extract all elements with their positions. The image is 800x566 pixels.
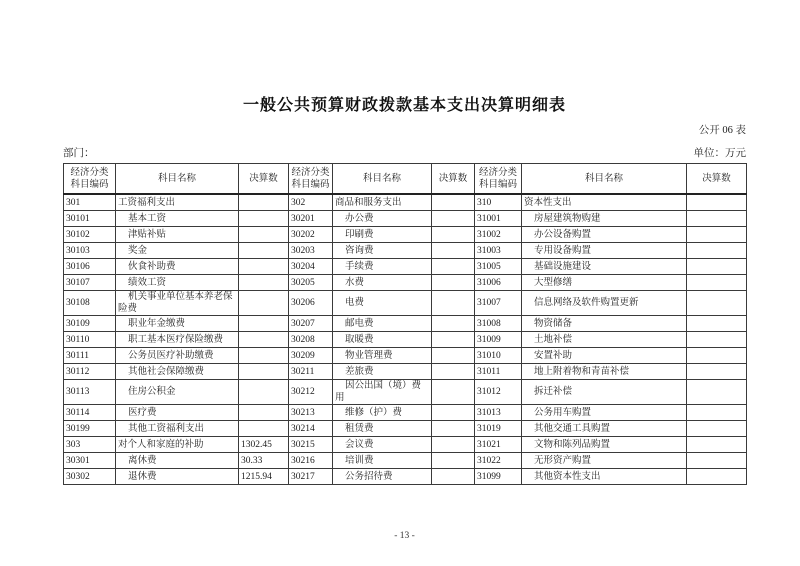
cell-amount bbox=[432, 259, 475, 275]
table-row bbox=[64, 291, 747, 316]
department-label: 部门： bbox=[63, 148, 95, 159]
cell-subject-name: 大型修缮 bbox=[522, 275, 687, 291]
cell-subject-name: 公务员医疗补助缴费 bbox=[116, 348, 239, 364]
cell-subject-code: 302 bbox=[289, 194, 333, 211]
cell-subject-code: 30203 bbox=[289, 243, 333, 259]
table-row bbox=[64, 194, 747, 211]
cell-amount bbox=[432, 227, 475, 243]
cell-subject-name: 专用设备购置 bbox=[522, 243, 687, 259]
cell-amount bbox=[687, 469, 747, 485]
header-code-col1 bbox=[64, 164, 116, 195]
cell-subject-name: 拆迁补偿 bbox=[522, 380, 687, 405]
cell-amount bbox=[687, 316, 747, 332]
cell-subject-code: 30212 bbox=[289, 380, 333, 405]
cell-subject-code: 30211 bbox=[289, 364, 333, 380]
cell-subject-name: 办公设备购置 bbox=[522, 227, 687, 243]
page-number: - 13 - bbox=[394, 531, 415, 541]
cell-subject-name: 印刷费 bbox=[333, 227, 432, 243]
cell-subject-name: 手续费 bbox=[333, 259, 432, 275]
header-code-line1: 经济分类 bbox=[70, 167, 109, 178]
header-value-col1: 决算数 bbox=[239, 164, 289, 195]
cell-subject-code: 31011 bbox=[475, 364, 522, 380]
table-row bbox=[64, 405, 747, 421]
header-value-col3: 决算数 bbox=[687, 164, 747, 195]
cell-subject-name: 物业管理费 bbox=[333, 348, 432, 364]
table-row bbox=[64, 332, 747, 348]
cell-subject-name: 职业年金缴费 bbox=[116, 316, 239, 332]
cell-subject-code: 30217 bbox=[289, 469, 333, 485]
cell-subject-code: 30107 bbox=[64, 275, 116, 291]
cell-subject-name: 地上附着物和青苗补偿 bbox=[522, 364, 687, 380]
cell-subject-code: 31009 bbox=[475, 332, 522, 348]
cell-subject-name: 办公费 bbox=[333, 211, 432, 227]
cell-subject-code: 31007 bbox=[475, 291, 522, 316]
cell-subject-code: 30110 bbox=[64, 332, 116, 348]
cell-amount bbox=[239, 348, 289, 364]
cell-subject-code: 30103 bbox=[64, 243, 116, 259]
cell-subject-name: 机关事业单位基本养老保险费 bbox=[116, 291, 239, 316]
cell-amount bbox=[432, 332, 475, 348]
cell-amount bbox=[239, 421, 289, 437]
table-body bbox=[64, 194, 747, 485]
cell-amount bbox=[432, 364, 475, 380]
table-row bbox=[64, 316, 747, 332]
cell-subject-name: 其他交通工具购置 bbox=[522, 421, 687, 437]
cell-amount bbox=[239, 275, 289, 291]
table-row bbox=[64, 227, 747, 243]
cell-amount: 30.33 bbox=[239, 453, 289, 469]
budget-detail-table bbox=[63, 163, 747, 485]
cell-amount: 1302.45 bbox=[239, 437, 289, 453]
cell-amount bbox=[239, 259, 289, 275]
cell-subject-code: 30202 bbox=[289, 227, 333, 243]
cell-amount bbox=[239, 194, 289, 211]
cell-amount bbox=[687, 437, 747, 453]
cell-amount bbox=[432, 275, 475, 291]
cell-subject-name: 职工基本医疗保险缴费 bbox=[116, 332, 239, 348]
cell-amount bbox=[432, 316, 475, 332]
cell-subject-name: 会议费 bbox=[333, 437, 432, 453]
table-row bbox=[64, 348, 747, 364]
cell-subject-code: 31008 bbox=[475, 316, 522, 332]
cell-subject-name: 电费 bbox=[333, 291, 432, 316]
cell-amount bbox=[239, 316, 289, 332]
cell-subject-name: 无形资产购置 bbox=[522, 453, 687, 469]
cell-subject-code: 31010 bbox=[475, 348, 522, 364]
cell-subject-code: 31002 bbox=[475, 227, 522, 243]
cell-subject-code: 30113 bbox=[64, 380, 116, 405]
cell-subject-name: 咨询费 bbox=[333, 243, 432, 259]
cell-subject-name: 其他工资福利支出 bbox=[116, 421, 239, 437]
cell-subject-name: 差旅费 bbox=[333, 364, 432, 380]
cell-subject-code: 30109 bbox=[64, 316, 116, 332]
table-row bbox=[64, 364, 747, 380]
cell-amount bbox=[687, 243, 747, 259]
cell-subject-name: 其他资本性支出 bbox=[522, 469, 687, 485]
cell-subject-name: 商品和服务支出 bbox=[333, 194, 432, 211]
cell-subject-name: 基础设施建设 bbox=[522, 259, 687, 275]
cell-subject-name: 公务用车购置 bbox=[522, 405, 687, 421]
cell-amount bbox=[432, 348, 475, 364]
cell-subject-code: 30106 bbox=[64, 259, 116, 275]
cell-subject-code: 30201 bbox=[289, 211, 333, 227]
cell-subject-name: 津贴补贴 bbox=[116, 227, 239, 243]
cell-subject-code: 31013 bbox=[475, 405, 522, 421]
cell-subject-code: 31021 bbox=[475, 437, 522, 453]
table-row bbox=[64, 421, 747, 437]
header-code-line1: 经济分类 bbox=[291, 167, 330, 178]
cell-subject-code: 31001 bbox=[475, 211, 522, 227]
cell-subject-code: 30112 bbox=[64, 364, 116, 380]
cell-subject-name: 因公出国（境）费用 bbox=[333, 380, 432, 405]
cell-amount bbox=[239, 380, 289, 405]
cell-subject-name: 培训费 bbox=[333, 453, 432, 469]
cell-amount bbox=[239, 364, 289, 380]
header-code-line2: 科目编码 bbox=[70, 179, 109, 190]
table-row bbox=[64, 243, 747, 259]
cell-subject-name: 公务招待费 bbox=[333, 469, 432, 485]
cell-subject-code: 31003 bbox=[475, 243, 522, 259]
cell-subject-name: 奖金 bbox=[116, 243, 239, 259]
cell-amount bbox=[239, 227, 289, 243]
cell-subject-code: 30302 bbox=[64, 469, 116, 485]
meta-row bbox=[63, 145, 746, 160]
cell-amount bbox=[687, 211, 747, 227]
cell-subject-code: 30111 bbox=[64, 348, 116, 364]
cell-subject-code: 303 bbox=[64, 437, 116, 453]
cell-subject-code: 30216 bbox=[289, 453, 333, 469]
cell-amount bbox=[432, 194, 475, 211]
cell-subject-code: 30108 bbox=[64, 291, 116, 316]
table-row bbox=[64, 469, 747, 485]
page-title: 一般公共预算财政拨款基本支出决算明细表 bbox=[242, 97, 566, 114]
cell-subject-name: 住房公积金 bbox=[116, 380, 239, 405]
cell-amount bbox=[687, 421, 747, 437]
cell-subject-name: 资本性支出 bbox=[522, 194, 687, 211]
header-name-col3: 科目名称 bbox=[522, 164, 687, 195]
cell-subject-name: 离休费 bbox=[116, 453, 239, 469]
header-code-line2: 科目编码 bbox=[478, 179, 517, 190]
cell-subject-code: 30205 bbox=[289, 275, 333, 291]
cell-amount bbox=[239, 291, 289, 316]
cell-amount bbox=[239, 332, 289, 348]
cell-amount bbox=[687, 259, 747, 275]
cell-subject-code: 30207 bbox=[289, 316, 333, 332]
cell-subject-code: 30206 bbox=[289, 291, 333, 316]
table-row bbox=[64, 275, 747, 291]
cell-subject-code: 31005 bbox=[475, 259, 522, 275]
cell-subject-name: 退休费 bbox=[116, 469, 239, 485]
cell-amount bbox=[239, 405, 289, 421]
cell-amount bbox=[239, 211, 289, 227]
cell-subject-name: 取暖费 bbox=[333, 332, 432, 348]
cell-subject-name: 工资福利支出 bbox=[116, 194, 239, 211]
cell-amount bbox=[239, 243, 289, 259]
cell-amount bbox=[432, 453, 475, 469]
cell-subject-code: 30301 bbox=[64, 453, 116, 469]
cell-amount bbox=[687, 453, 747, 469]
cell-amount bbox=[432, 405, 475, 421]
table-row bbox=[64, 259, 747, 275]
cell-amount bbox=[687, 227, 747, 243]
cell-subject-name: 安置补助 bbox=[522, 348, 687, 364]
cell-subject-name: 绩效工资 bbox=[116, 275, 239, 291]
table-header bbox=[64, 164, 747, 195]
cell-amount bbox=[432, 380, 475, 405]
cell-subject-name: 其他社会保障缴费 bbox=[116, 364, 239, 380]
cell-subject-name: 基本工资 bbox=[116, 211, 239, 227]
cell-subject-name: 文物和陈列品购置 bbox=[522, 437, 687, 453]
cell-amount bbox=[687, 348, 747, 364]
cell-amount bbox=[687, 275, 747, 291]
cell-subject-code: 310 bbox=[475, 194, 522, 211]
header-code-col3 bbox=[475, 164, 522, 195]
form-code: 公开 06 表 bbox=[698, 125, 746, 136]
cell-amount bbox=[687, 194, 747, 211]
cell-amount bbox=[687, 405, 747, 421]
cell-amount bbox=[432, 421, 475, 437]
cell-subject-name: 土地补偿 bbox=[522, 332, 687, 348]
cell-subject-name: 租赁费 bbox=[333, 421, 432, 437]
cell-subject-code: 30199 bbox=[64, 421, 116, 437]
cell-subject-code: 31022 bbox=[475, 453, 522, 469]
cell-amount bbox=[432, 243, 475, 259]
cell-subject-code: 31019 bbox=[475, 421, 522, 437]
cell-amount bbox=[687, 291, 747, 316]
header-value-col2: 决算数 bbox=[432, 164, 475, 195]
header-name-col2: 科目名称 bbox=[333, 164, 432, 195]
cell-subject-code: 30214 bbox=[289, 421, 333, 437]
cell-subject-name: 邮电费 bbox=[333, 316, 432, 332]
cell-subject-name: 对个人和家庭的补助 bbox=[116, 437, 239, 453]
cell-subject-code: 30213 bbox=[289, 405, 333, 421]
cell-amount bbox=[432, 437, 475, 453]
cell-amount: 1215.94 bbox=[239, 469, 289, 485]
cell-subject-code: 30209 bbox=[289, 348, 333, 364]
cell-subject-name: 信息网络及软件购置更新 bbox=[522, 291, 687, 316]
cell-amount bbox=[432, 291, 475, 316]
cell-subject-code: 31012 bbox=[475, 380, 522, 405]
cell-subject-code: 31099 bbox=[475, 469, 522, 485]
header-code-col2 bbox=[289, 164, 333, 195]
cell-amount bbox=[687, 380, 747, 405]
cell-subject-code: 30102 bbox=[64, 227, 116, 243]
cell-amount bbox=[432, 469, 475, 485]
cell-subject-code: 30204 bbox=[289, 259, 333, 275]
cell-subject-name: 物资储备 bbox=[522, 316, 687, 332]
cell-subject-code: 31006 bbox=[475, 275, 522, 291]
cell-subject-code: 30208 bbox=[289, 332, 333, 348]
cell-subject-name: 水费 bbox=[333, 275, 432, 291]
unit-label: 单位：万元 bbox=[693, 148, 746, 159]
header-code-line1: 经济分类 bbox=[478, 167, 517, 178]
header-code-line2: 科目编码 bbox=[291, 179, 330, 190]
cell-subject-code: 30101 bbox=[64, 211, 116, 227]
table-row bbox=[64, 380, 747, 405]
cell-amount bbox=[687, 332, 747, 348]
table-row bbox=[64, 211, 747, 227]
cell-subject-code: 30215 bbox=[289, 437, 333, 453]
header-name-col1: 科目名称 bbox=[116, 164, 239, 195]
cell-subject-name: 伙食补助费 bbox=[116, 259, 239, 275]
cell-subject-name: 维修（护）费 bbox=[333, 405, 432, 421]
table-row bbox=[64, 453, 747, 469]
cell-subject-code: 30114 bbox=[64, 405, 116, 421]
cell-amount bbox=[432, 211, 475, 227]
table-header-row bbox=[64, 164, 747, 195]
cell-subject-name: 房屋建筑物购建 bbox=[522, 211, 687, 227]
cell-amount bbox=[687, 364, 747, 380]
cell-subject-name: 医疗费 bbox=[116, 405, 239, 421]
table-row bbox=[64, 437, 747, 453]
cell-subject-code: 301 bbox=[64, 194, 116, 211]
